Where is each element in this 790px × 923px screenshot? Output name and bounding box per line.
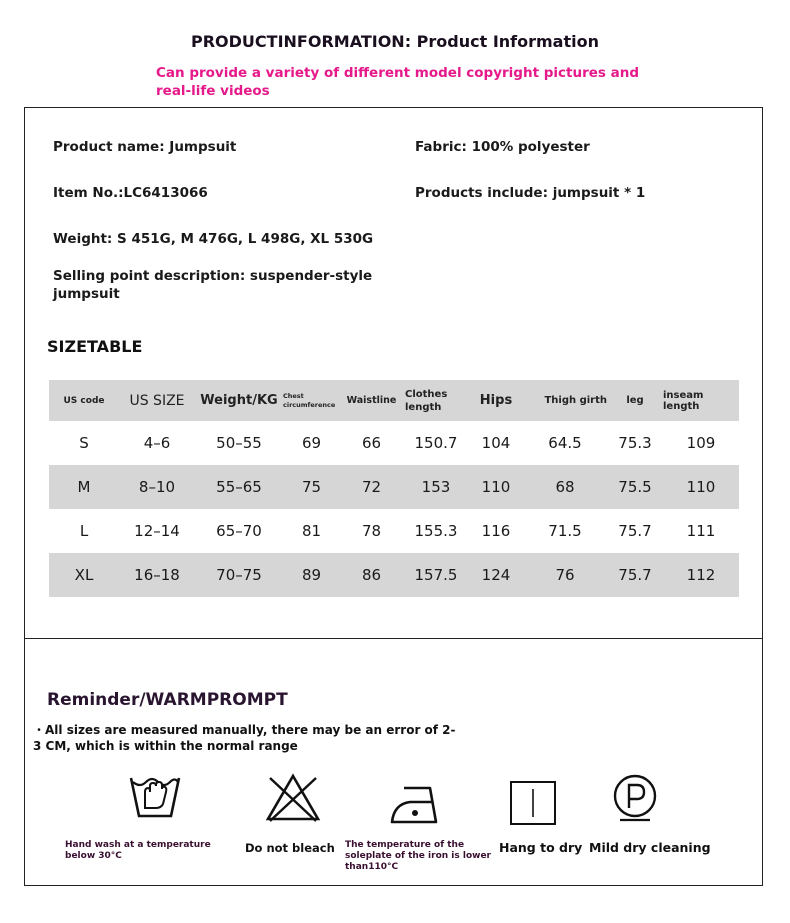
cell-chest: 89 — [301, 566, 322, 584]
header-waistline: Waistline — [346, 395, 397, 406]
size-table — [49, 380, 739, 597]
cell-thigh-girth: 71.5 — [548, 522, 582, 540]
cell-us-size: 16–18 — [134, 566, 180, 584]
care-label-hang-dry: Hang to dry — [499, 840, 583, 855]
cell-waistline: 86 — [361, 566, 382, 584]
header-hips: Hips — [479, 393, 513, 408]
section-divider — [24, 638, 763, 639]
care-label-iron: The temperature of the soleplate of the iron is lower than110°C — [345, 840, 491, 872]
page-title: PRODUCTINFORMATION: Product Information — [191, 32, 599, 51]
cell-inseam-length: 112 — [686, 566, 716, 584]
cell-leg: 75.3 — [618, 434, 652, 452]
cell-hips: 124 — [481, 566, 511, 584]
cell-weight: 55–65 — [216, 478, 262, 496]
cell-thigh-girth: 68 — [555, 478, 575, 496]
reminder-title: Reminder/WARMPROMPT — [47, 690, 288, 710]
header-chest: Chest circumference — [283, 391, 336, 409]
cell-us-size: 4–6 — [143, 434, 171, 452]
cell-leg: 75.7 — [618, 566, 652, 584]
cell-clothes-length: 153 — [421, 478, 451, 496]
measurement-note: ・All sizes are measured manually, there may be an error of 2-3 CM, which is within the normal range — [33, 723, 456, 753]
cell-chest: 75 — [301, 478, 322, 496]
hand-wash-icon — [128, 772, 182, 824]
cell-leg: 75.7 — [618, 522, 652, 540]
cell-hips: 116 — [481, 522, 511, 540]
cell-inseam-length: 110 — [686, 478, 716, 496]
cell-us-code: M — [77, 478, 91, 496]
care-label-dry-clean: Mild dry cleaning — [589, 840, 711, 855]
cell-chest: 81 — [301, 522, 322, 540]
cell-us-code: XL — [74, 566, 94, 584]
cell-weight: 65–70 — [216, 522, 262, 540]
cell-us-size: 12–14 — [134, 522, 180, 540]
table-row — [49, 465, 739, 509]
header-us-size: US SIZE — [129, 392, 185, 409]
cell-weight: 50–55 — [216, 434, 262, 452]
iron-low-temp-icon — [388, 782, 442, 826]
item-number: Item No.:LC6413066 — [53, 185, 208, 201]
cell-hips: 110 — [481, 478, 511, 496]
care-label-hand-wash: Hand wash at a temperature below 30°C — [65, 840, 211, 861]
header-leg: leg — [626, 395, 644, 406]
table-row — [49, 509, 739, 553]
cell-us-size: 8–10 — [138, 478, 176, 496]
cell-hips: 104 — [481, 434, 511, 452]
cell-inseam-length: 109 — [686, 434, 716, 452]
header-clothes-length: Clothes length — [405, 388, 448, 413]
size-table-title: SIZETABLE — [47, 337, 143, 356]
cell-leg: 75.5 — [618, 478, 652, 496]
cell-thigh-girth: 76 — [555, 566, 575, 584]
header-thigh-girth: Thigh girth — [544, 395, 607, 406]
copyright-subtitle: Can provide a variety of different model copyright pictures and real-life videos — [156, 65, 640, 99]
header-weight: Weight/KG — [200, 393, 278, 408]
care-label-no-bleach: Do not bleach — [245, 841, 335, 855]
cell-clothes-length: 150.7 — [414, 434, 458, 452]
header-us-code: US code — [63, 395, 105, 406]
size-table-header — [49, 380, 739, 421]
products-include: Products include: jumpsuit * 1 — [415, 185, 646, 201]
cell-inseam-length: 111 — [686, 522, 716, 540]
cell-chest: 69 — [301, 434, 322, 452]
cell-weight: 70–75 — [216, 566, 262, 584]
cell-us-code: S — [79, 434, 89, 452]
header-inseam-length: inseam length — [663, 389, 704, 412]
cell-waistline: 78 — [361, 522, 382, 540]
fabric: Fabric: 100% polyester — [415, 139, 590, 155]
cell-us-code: L — [79, 522, 89, 540]
table-row — [49, 421, 739, 465]
selling-point: Selling point description: suspender-style jumpsuit — [53, 268, 373, 302]
hang-dry-icon — [509, 780, 557, 826]
weight: Weight: S 451G, M 476G, L 498G, XL 530G — [53, 231, 374, 247]
do-not-bleach-icon — [265, 772, 321, 824]
cell-clothes-length: 157.5 — [414, 566, 458, 584]
product-name: Product name: Jumpsuit — [53, 139, 237, 155]
mild-dry-clean-icon — [612, 774, 658, 822]
cell-waistline: 66 — [361, 434, 382, 452]
cell-thigh-girth: 64.5 — [548, 434, 582, 452]
cell-waistline: 72 — [361, 478, 382, 496]
cell-clothes-length: 155.3 — [414, 522, 458, 540]
table-row — [49, 553, 739, 597]
